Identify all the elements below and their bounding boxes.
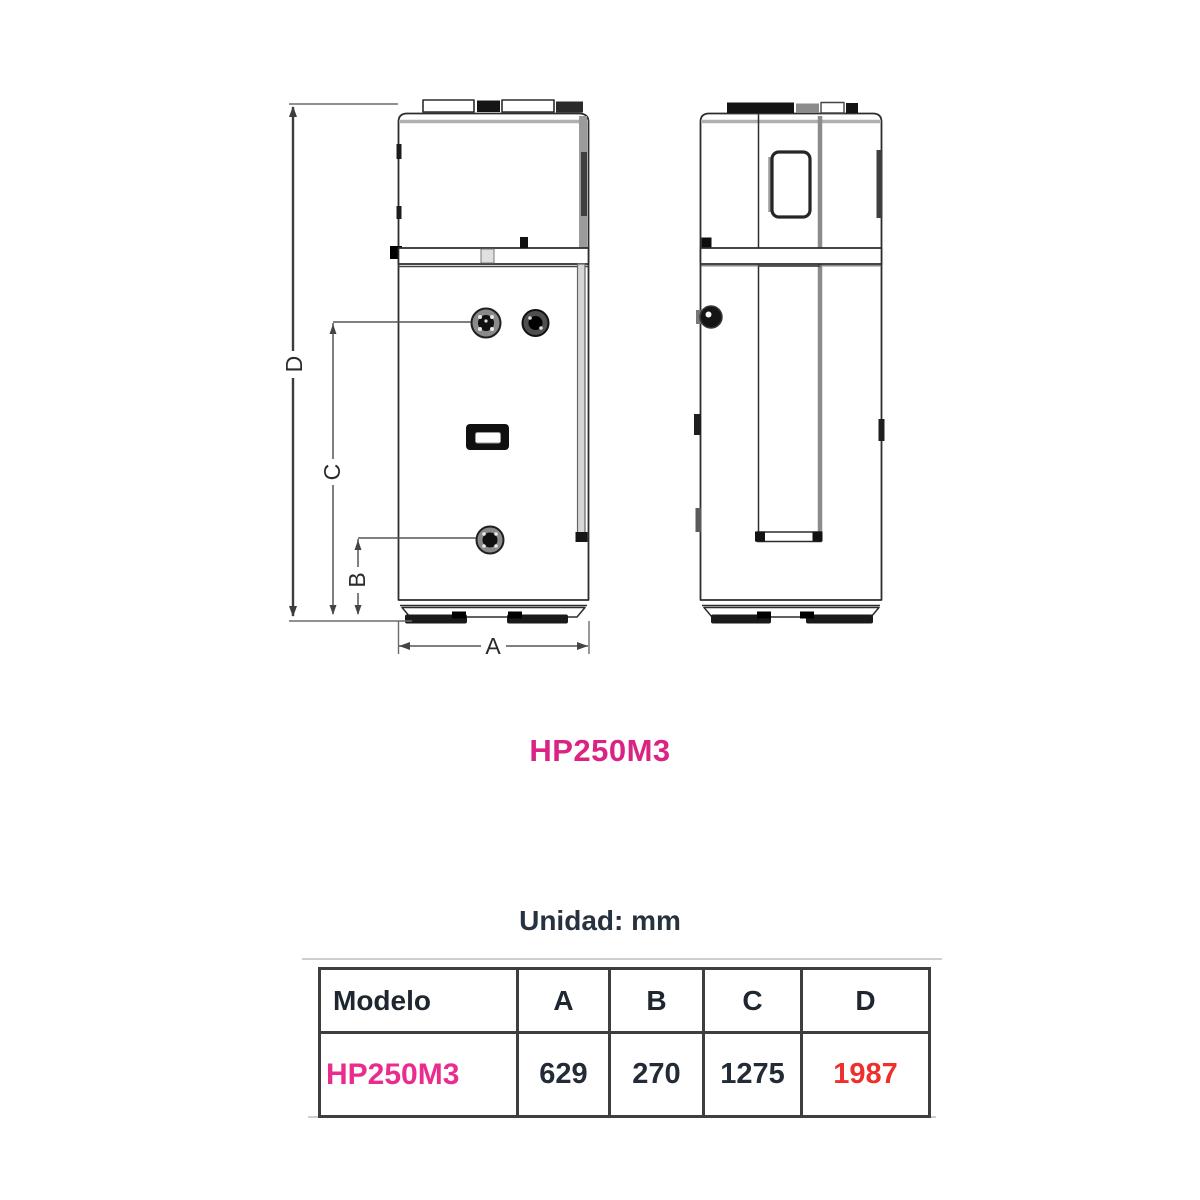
dim-label-d: D — [281, 355, 307, 373]
dimensions-table — [318, 967, 931, 1118]
table-header-d: D — [803, 970, 928, 1034]
side-vent-window — [770, 152, 811, 217]
front-view — [390, 100, 589, 624]
table-cell-d: 1987 — [803, 1034, 928, 1115]
dim-label-a: A — [485, 633, 501, 659]
front-lower-fitting — [477, 527, 504, 554]
side-base — [702, 606, 880, 624]
table-header-modelo: Modelo — [321, 970, 519, 1034]
dim-label-b: B — [344, 572, 370, 588]
table-cell-b: 270 — [611, 1034, 705, 1115]
front-base — [400, 606, 587, 624]
side-view — [694, 103, 885, 624]
model-title: HP250M3 — [529, 733, 671, 768]
dim-label-c: C — [319, 463, 345, 481]
dim-line-a — [399, 633, 588, 659]
side-top-fittings — [727, 103, 858, 114]
table-cell-a: 629 — [519, 1034, 611, 1115]
front-upper-fitting-left — [472, 309, 501, 338]
table-cell-model: HP250M3 — [321, 1034, 519, 1115]
front-top-fittings — [423, 100, 583, 113]
table-header-a: A — [519, 970, 611, 1034]
table-cell-c: 1275 — [705, 1034, 803, 1115]
table-header-c: C — [705, 970, 803, 1034]
dim-line-d — [281, 106, 307, 617]
table-top-shadow-line — [302, 958, 942, 960]
units-label: Unidad: mm — [519, 905, 681, 936]
display-panel — [466, 424, 509, 450]
front-upper-fitting-right — [523, 310, 549, 336]
table-header-b: B — [611, 970, 705, 1034]
